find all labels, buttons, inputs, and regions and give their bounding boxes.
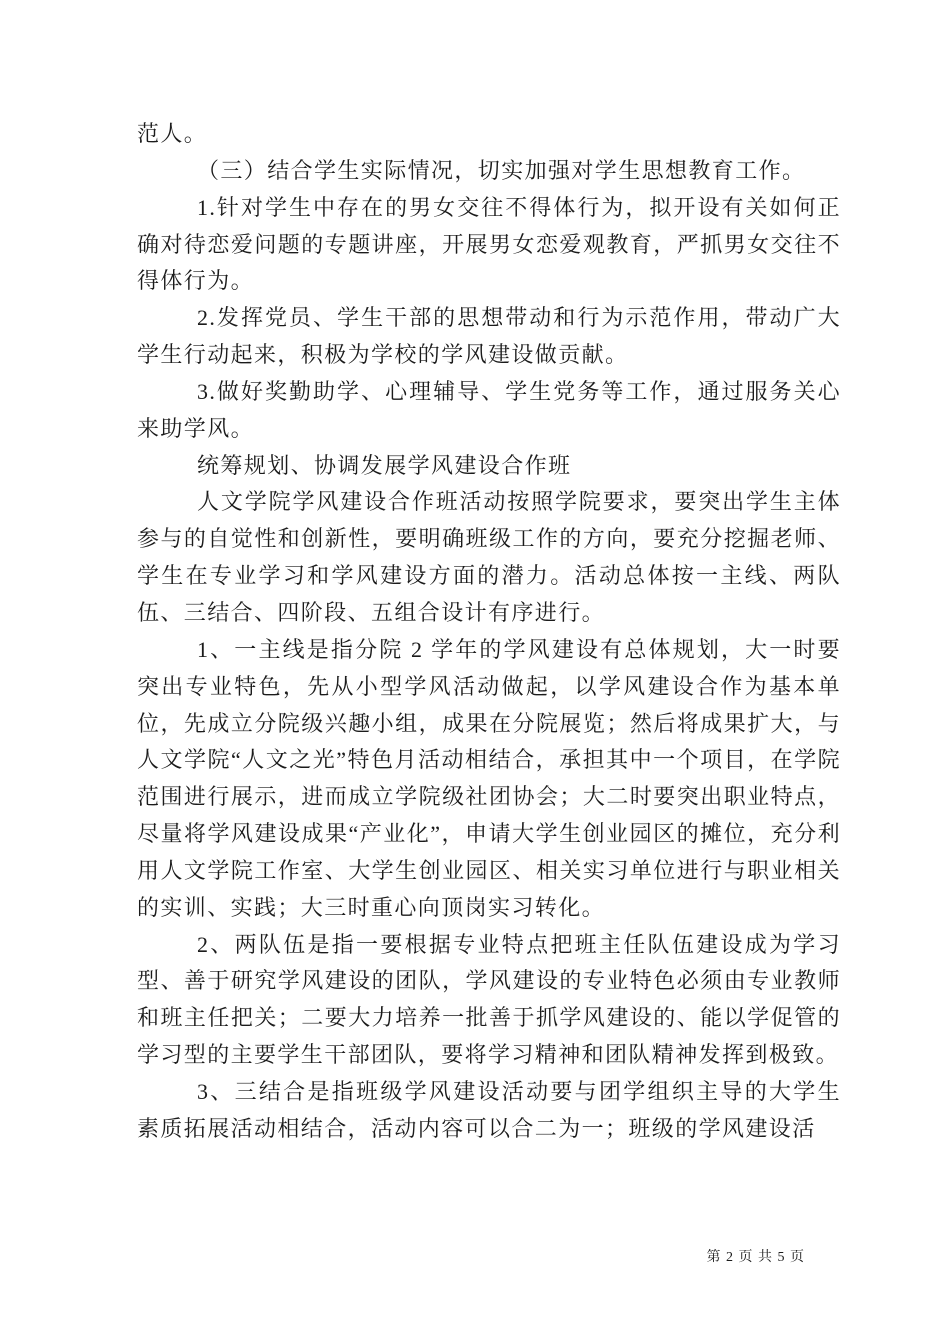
paragraph-item-2: 2.发挥党员、学生干部的思想带动和行为示范作用，带动广大学生行动起来，积极为学校的学风建设做贡献。 [137, 305, 841, 368]
page-footer [707, 1246, 806, 1266]
paragraph-section-heading: （三）结合学生实际情况，切实加强对学生思想教育工作。 [197, 157, 806, 183]
paragraph-continuation: 范人。 [137, 121, 208, 146]
paragraph-item-3: 3.做好奖勤助学、心理辅导、学生党务等工作，通过服务关心来助学风。 [137, 378, 841, 441]
paragraph-subtitle: 统筹规划、协调发展学风建设合作班 [197, 452, 572, 478]
paragraph-point-1: 1、一主线是指分院 2 学年的学风建设有总体规划，大一时要突出专业特色，先从小型学风活动做起，以学风建设合作为基本单位，先成立分院级兴趣小组，成果在分院展览；然后将成果扩大，与人文学院“人文之光”特色月活动相结合，承担其中一个项目，在学院范围进行展示，进而成立学院级社团协会；大二时要突出职业特点，尽量将学风建设成果“产业化”，申请大学生创业园区的摊位，充分利用人文学院工作室、大学生创业园区、相关实习单位进行与职业相关的实训、实践；大三时重心向顶岗实习转化。 [137, 636, 841, 920]
paragraph-item-1: 1.针对学生中存在的男女交往不得体行为，拟开设有关如何正确对待恋爱问题的专题讲座，开展男女恋爱观教育，严抓男女交往不得体行为。 [137, 194, 841, 294]
paragraph-intro: 人文学院学风建设合作班活动按照学院要求，要突出学生主体参与的自觉性和创新性，要明确班级工作的方向，要充分挖掘老师、学生在专业学习和学风建设方面的潜力。活动总体按一主线、两队伍、三结合、四阶段、五组合设计有序进行。 [137, 489, 841, 625]
document-text [137, 116, 841, 1148]
paragraph-point-3: 3、三结合是指班级学风建设活动要与团学组织主导的大学生素质拓展活动相结合，活动内容可以合二为一；班级的学风建设活 [137, 1078, 841, 1141]
page-number-text: 第 2 页 共 5 页 [706, 1250, 805, 1265]
paragraph-point-2: 2、两队伍是指一要根据专业特点把班主任队伍建设成为学习型、善于研究学风建设的团队，学风建设的专业特色必须由专业教师和班主任把关；二要大力培养一批善于抓学风建设的、能以学促管的学习型的主要学生干部团队，要将学习精神和团队精神发挥到极致。 [137, 931, 841, 1068]
